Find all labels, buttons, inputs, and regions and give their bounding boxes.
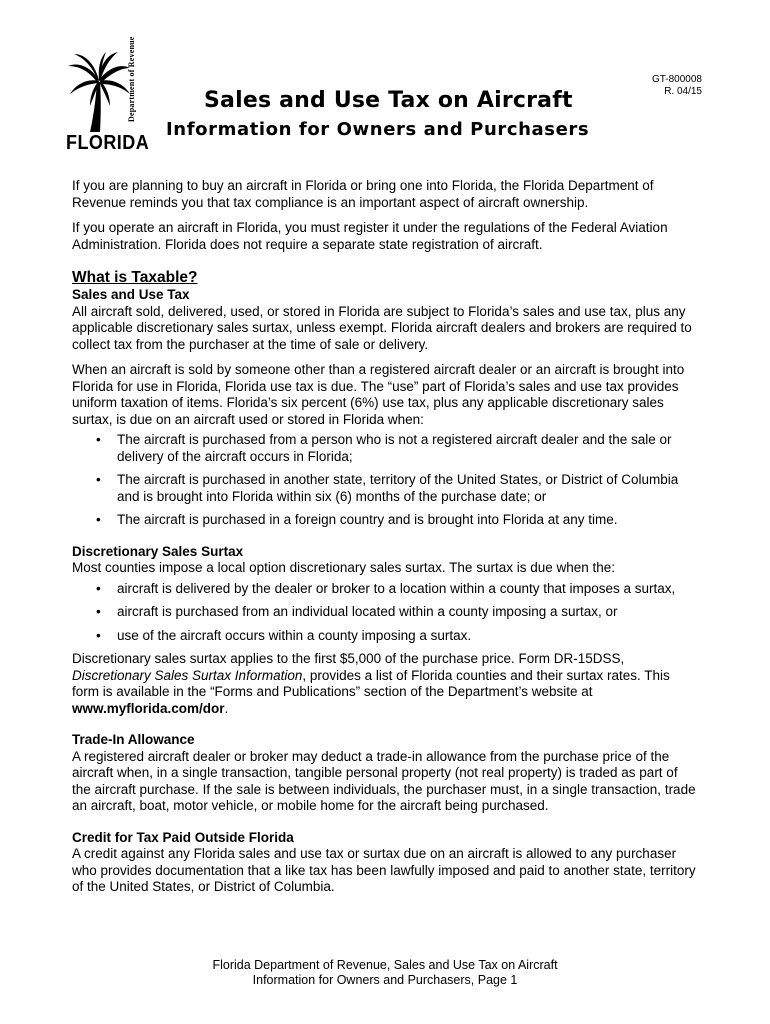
florida-wordmark: FLORIDA	[66, 132, 150, 154]
credit-paragraph: A credit against any Florida sales and use tax or surtax due on an aircraft is allowed to any purchaser who provides documentation that a like tax has been lawfully imposed and paid to another state, territory of the United States, or District of Columbia.	[72, 846, 696, 894]
list-item: • use of the aircraft occurs within a county imposing a surtax.	[72, 628, 698, 645]
trade-in-paragraph: A registered aircraft dealer or broker may deduct a trade-in allowance from the purchase price of the aircraft when, in a single transaction, tangible personal property (not real property) is traded as part of the aircraft purchase. If the sale is between individuals, the purchaser must, in a single transaction, trade an aircraft, boat, motor vehicle, or mobile home for the aircraft being purchased.	[72, 748, 696, 813]
footer-line-2: Information for Owners and Purchasers, Page 1	[252, 973, 518, 987]
sales-use-tax-heading: Sales and Use Tax	[72, 287, 190, 302]
surtax-paragraph	[72, 651, 698, 717]
florida-dor-logo	[66, 36, 156, 154]
surtax-text-start: Discretionary sales surtax applies to the first $5,000 of the purchase price. Form DR-15DSS,	[72, 651, 625, 666]
form-title-italic: Discretionary Sales Surtax Information	[72, 667, 303, 683]
department-of-revenue-text: Department of Revenue	[127, 36, 136, 122]
document-title: Sales and Use Tax on Aircraft	[204, 88, 573, 113]
surtax-heading: Discretionary Sales Surtax	[72, 543, 244, 559]
sales-use-paragraph-2: When an aircraft is sold by someone other than a registered aircraft dealer or an aircraft is brought into Florida for use in Florida, Florida use tax is due. The “use” part of Florida’s sales and use tax provides uniform taxation of items. Florida’s six percent (6%) use tax, plus any applicable discretionary sales surtax, is due on an aircraft used or stored in Florida when:	[72, 362, 685, 427]
what-is-taxable-heading: What is Taxable?	[72, 269, 198, 286]
footer-line-1: Florida Department of Revenue, Sales and Use Tax on Aircraft	[212, 958, 558, 972]
sales-use-paragraph-1: All aircraft sold, delivered, used, or stored in Florida are subject to Florida’s sales and use tax, plus any applicable discretionary sales surtax, unless exempt. Florida aircraft dealers and brokers are required to collect tax from the purchaser at the time of sale or delivery.	[72, 303, 692, 352]
list-item: • The aircraft is purchased from a person who is not a registered aircraft dealer and the sale or delivery of the aircraft occurs in Florida;	[72, 432, 698, 465]
page-footer	[0, 958, 770, 988]
surtax-conditions-list	[72, 581, 698, 645]
list-item: • aircraft is delivered by the dealer or broker to a location within a county that imposes a surtax,	[72, 581, 698, 598]
list-item: • The aircraft is purchased in a foreign country and is brought into Florida at any time.	[72, 512, 698, 529]
palm-tree-icon	[66, 52, 132, 132]
revision-date: R. 04/15	[664, 86, 702, 97]
document-body	[72, 178, 698, 905]
surtax-text-end: .	[224, 700, 229, 716]
form-number-block	[652, 74, 702, 98]
surtax-intro: Most counties impose a local option discretionary sales surtax. The surtax is due when the:	[72, 560, 616, 575]
surtax-text-middle: , provides a list of Florida counties and their surtax rates. This form is available in the “Forms and Publications” section of the Department’s website at	[72, 667, 670, 699]
list-item: • The aircraft is purchased in another state, territory of the United States, or District of Columbia and is brought into Florida within six (6) months of the purchase date; or	[72, 472, 698, 505]
credit-heading: Credit for Tax Paid Outside Florida	[72, 829, 294, 845]
trade-in-heading: Trade-In Allowance	[72, 732, 195, 747]
dor-website-link[interactable]: www.myflorida.com/dor	[72, 700, 225, 716]
form-number: GT-800008	[651, 74, 702, 85]
use-tax-conditions-list	[72, 432, 698, 529]
intro-paragraph-1: If you are planning to buy an aircraft in Florida or bring one into Florida, the Florida Department of Revenue reminds you that tax compliance is an important aspect of aircraft ownership.	[72, 178, 654, 210]
intro-paragraph-2: If you operate an aircraft in Florida, you must register it under the regulations of the Federal Aviation Administration. Florida does not require a separate state registration of aircraft.	[72, 220, 668, 252]
document-subtitle: Information for Owners and Purchasers	[166, 119, 590, 140]
list-item: • aircraft is purchased from an individual located within a county imposing a surtax, or	[72, 604, 698, 621]
